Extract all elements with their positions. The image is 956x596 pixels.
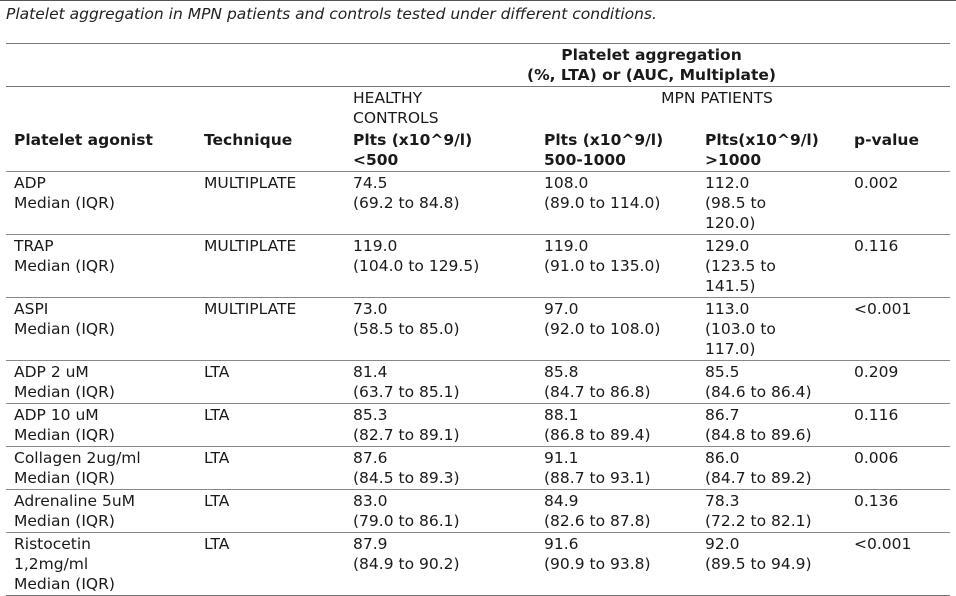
- col-plts-lt500-header: Plts (x10^9/l) <500: [353, 131, 473, 169]
- pvalue-cell: <0.001: [846, 533, 950, 596]
- col-plts-gt1000-header: Plts(x10^9/l) >1000: [705, 131, 819, 169]
- plts-lt500-cell: 87.9 (84.9 to 90.2): [345, 533, 536, 596]
- column-header-row: [6, 129, 950, 172]
- agonist-cell: Collagen 2ug/ml Median (IQR): [6, 447, 196, 490]
- plts-gt1000-cell: 85.5 (84.6 to 86.4): [697, 361, 846, 404]
- plts-lt500-cell: 119.0 (104.0 to 129.5): [345, 235, 536, 298]
- plts-gt1000-cell: 113.0 (103.0 to 117.0): [697, 298, 846, 361]
- table-caption: Platelet aggregation in MPN patients and controls tested under different conditions.: [6, 5, 657, 23]
- agonist-cell: Adrenaline 5uM Median (IQR): [6, 490, 196, 533]
- plts-lt500-cell: 87.6 (84.5 to 89.3): [345, 447, 536, 490]
- plts-lt500-cell: 74.5 (69.2 to 84.8): [345, 172, 536, 235]
- plts-gt1000-cell: 129.0 (123.5 to 141.5): [697, 235, 846, 298]
- plts-500-1000-cell: 97.0 (92.0 to 108.0): [536, 298, 697, 361]
- technique-cell: MULTIPLATE: [196, 298, 345, 361]
- plts-500-1000-cell: 108.0 (89.0 to 114.0): [536, 172, 697, 235]
- pvalue-cell: 0.136: [846, 490, 950, 533]
- caption-top-rule: [0, 0, 956, 1]
- plts-gt1000-cell: 78.3 (72.2 to 82.1): [697, 490, 846, 533]
- healthy-controls-header: HEALTHY CONTROLS: [345, 87, 536, 130]
- plts-gt1000-cell: 112.0 (98.5 to 120.0): [697, 172, 846, 235]
- table-row: [6, 447, 950, 490]
- header-subgroup-row: [6, 87, 950, 130]
- table-row: [6, 298, 950, 361]
- technique-cell: MULTIPLATE: [196, 172, 345, 235]
- col-plts-500-1000-header: Plts (x10^9/l) 500-1000: [544, 131, 664, 169]
- pvalue-cell: <0.001: [846, 298, 950, 361]
- header-group-row: [6, 44, 950, 87]
- plts-gt1000-cell: 86.7 (84.8 to 89.6): [697, 404, 846, 447]
- plts-gt1000-cell: 92.0 (89.5 to 94.9): [697, 533, 846, 596]
- pvalue-cell: 0.006: [846, 447, 950, 490]
- col-pvalue-header: p-value: [854, 131, 919, 149]
- col-technique-header: Technique: [204, 131, 293, 149]
- col-agonist-header: Platelet agonist: [14, 131, 153, 149]
- plts-500-1000-cell: 91.6 (90.9 to 93.8): [536, 533, 697, 596]
- table-row: [6, 533, 950, 596]
- group-title: Platelet aggregation (%, LTA) or (AUC, Multiplate): [345, 44, 950, 87]
- technique-cell: LTA: [196, 490, 345, 533]
- platelet-aggregation-table: [6, 43, 950, 596]
- agonist-cell: TRAP Median (IQR): [6, 235, 196, 298]
- agonist-cell: ASPI Median (IQR): [6, 298, 196, 361]
- agonist-cell: Ristocetin 1,2mg/ml Median (IQR): [6, 533, 196, 596]
- agonist-cell: ADP 10 uM Median (IQR): [6, 404, 196, 447]
- plts-500-1000-cell: 85.8 (84.7 to 86.8): [536, 361, 697, 404]
- agonist-cell: ADP Median (IQR): [6, 172, 196, 235]
- pvalue-cell: 0.209: [846, 361, 950, 404]
- agonist-cell: ADP 2 uM Median (IQR): [6, 361, 196, 404]
- technique-cell: LTA: [196, 447, 345, 490]
- plts-lt500-cell: 83.0 (79.0 to 86.1): [345, 490, 536, 533]
- table-row: [6, 235, 950, 298]
- pvalue-cell: 0.116: [846, 404, 950, 447]
- table-row: [6, 490, 950, 533]
- technique-cell: LTA: [196, 404, 345, 447]
- plts-500-1000-cell: 91.1 (88.7 to 93.1): [536, 447, 697, 490]
- technique-cell: MULTIPLATE: [196, 235, 345, 298]
- plts-gt1000-cell: 86.0 (84.7 to 89.2): [697, 447, 846, 490]
- table-row: [6, 361, 950, 404]
- pvalue-cell: 0.116: [846, 235, 950, 298]
- technique-cell: LTA: [196, 361, 345, 404]
- table-body: [6, 172, 950, 596]
- technique-cell: LTA: [196, 533, 345, 596]
- plts-500-1000-cell: 88.1 (86.8 to 89.4): [536, 404, 697, 447]
- plts-lt500-cell: 81.4 (63.7 to 85.1): [345, 361, 536, 404]
- table-row: [6, 404, 950, 447]
- plts-500-1000-cell: 84.9 (82.6 to 87.8): [536, 490, 697, 533]
- plts-lt500-cell: 85.3 (82.7 to 89.1): [345, 404, 536, 447]
- pvalue-cell: 0.002: [846, 172, 950, 235]
- plts-500-1000-cell: 119.0 (91.0 to 135.0): [536, 235, 697, 298]
- plts-lt500-cell: 73.0 (58.5 to 85.0): [345, 298, 536, 361]
- table-row: [6, 172, 950, 235]
- mpn-patients-header: MPN PATIENTS: [536, 87, 950, 130]
